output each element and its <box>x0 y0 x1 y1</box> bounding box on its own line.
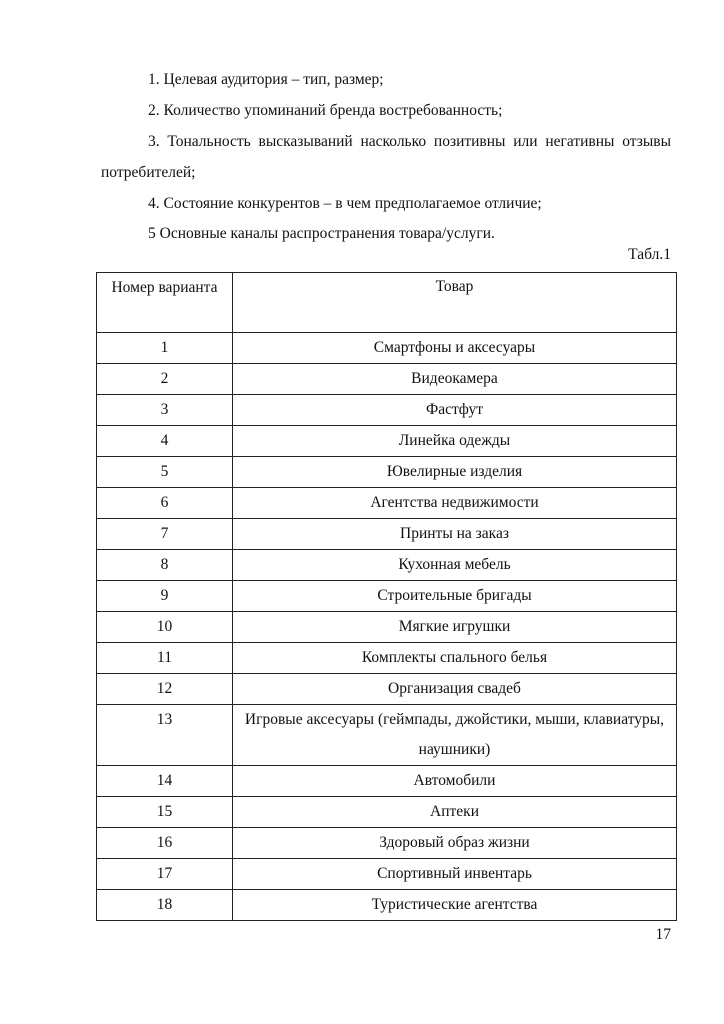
criteria-item-1: 1. Целевая аудитория – тип, размер; <box>148 71 384 88</box>
variant-number-cell: 13 <box>97 705 233 766</box>
variant-number-cell: 5 <box>97 457 233 488</box>
goods-name-cell: Здоровый образ жизни <box>233 828 677 859</box>
table-row <box>97 643 677 674</box>
header-variant-number: Номер варианта <box>97 273 233 333</box>
goods-name-cell: Туристические агентства <box>233 890 677 921</box>
goods-name-cell: Комплекты спального белья <box>233 643 677 674</box>
goods-name-cell: Агентства недвижимости <box>233 488 677 519</box>
goods-name-cell: Строительные бригады <box>233 581 677 612</box>
goods-table <box>96 272 677 921</box>
criteria-item-3: 3. Тональность высказываний насколько позитивны или негативны отзывы потребителей; <box>101 133 671 181</box>
table-row <box>97 364 677 395</box>
goods-name-cell: Кухонная мебель <box>233 550 677 581</box>
table-row <box>97 766 677 797</box>
variant-number-cell: 2 <box>97 364 233 395</box>
goods-name-cell: Линейка одежды <box>233 426 677 457</box>
goods-name-cell: Автомобили <box>233 766 677 797</box>
table-row <box>97 426 677 457</box>
header-goods: Товар <box>233 273 677 333</box>
table-row <box>97 519 677 550</box>
variant-number-cell: 15 <box>97 797 233 828</box>
variant-number-cell: 3 <box>97 395 233 426</box>
goods-name-cell: Ювелирные изделия <box>233 457 677 488</box>
goods-table-body <box>97 333 677 921</box>
variant-number-cell: 14 <box>97 766 233 797</box>
table-row <box>97 797 677 828</box>
variant-number-cell: 9 <box>97 581 233 612</box>
page-number: 17 <box>655 926 671 943</box>
table-row <box>97 705 677 766</box>
table-row <box>97 828 677 859</box>
goods-name-cell: Организация свадеб <box>233 674 677 705</box>
table-row <box>97 859 677 890</box>
table-row <box>97 550 677 581</box>
goods-name-cell: Аптеки <box>233 797 677 828</box>
variant-number-cell: 7 <box>97 519 233 550</box>
goods-name-cell: Видеокамера <box>233 364 677 395</box>
variant-number-cell: 16 <box>97 828 233 859</box>
table-row <box>97 612 677 643</box>
table-row <box>97 674 677 705</box>
table-row <box>97 488 677 519</box>
criteria-item-4: 4. Состояние конкурентов – в чем предполагаемое отличие; <box>148 195 542 212</box>
table-row <box>97 395 677 426</box>
goods-name-cell: Смартфоны и аксесуары <box>233 333 677 364</box>
variant-number-cell: 11 <box>97 643 233 674</box>
variant-number-cell: 12 <box>97 674 233 705</box>
variant-number-cell: 10 <box>97 612 233 643</box>
goods-name-cell: Мягкие игрушки <box>233 612 677 643</box>
variant-number-cell: 17 <box>97 859 233 890</box>
variant-number-cell: 6 <box>97 488 233 519</box>
goods-name-cell: Игровые аксесуары (геймпады, джойстики, мыши, клавиатуры, наушники) <box>233 705 677 766</box>
goods-name-cell: Принты на заказ <box>233 519 677 550</box>
table-row <box>97 457 677 488</box>
table-header-row <box>97 273 677 333</box>
goods-name-cell: Фастфут <box>233 395 677 426</box>
table-row <box>97 333 677 364</box>
table-row <box>97 581 677 612</box>
variant-number-cell: 8 <box>97 550 233 581</box>
goods-name-cell: Спортивный инвентарь <box>233 859 677 890</box>
table-row <box>97 890 677 921</box>
criteria-item-5: 5 Основные каналы распространения товара/услуги. <box>148 225 495 242</box>
criteria-item-2: 2. Количество упоминаний бренда востребованность; <box>148 102 503 119</box>
variant-number-cell: 4 <box>97 426 233 457</box>
table-caption: Табл.1 <box>628 246 671 263</box>
variant-number-cell: 18 <box>97 890 233 921</box>
variant-number-cell: 1 <box>97 333 233 364</box>
